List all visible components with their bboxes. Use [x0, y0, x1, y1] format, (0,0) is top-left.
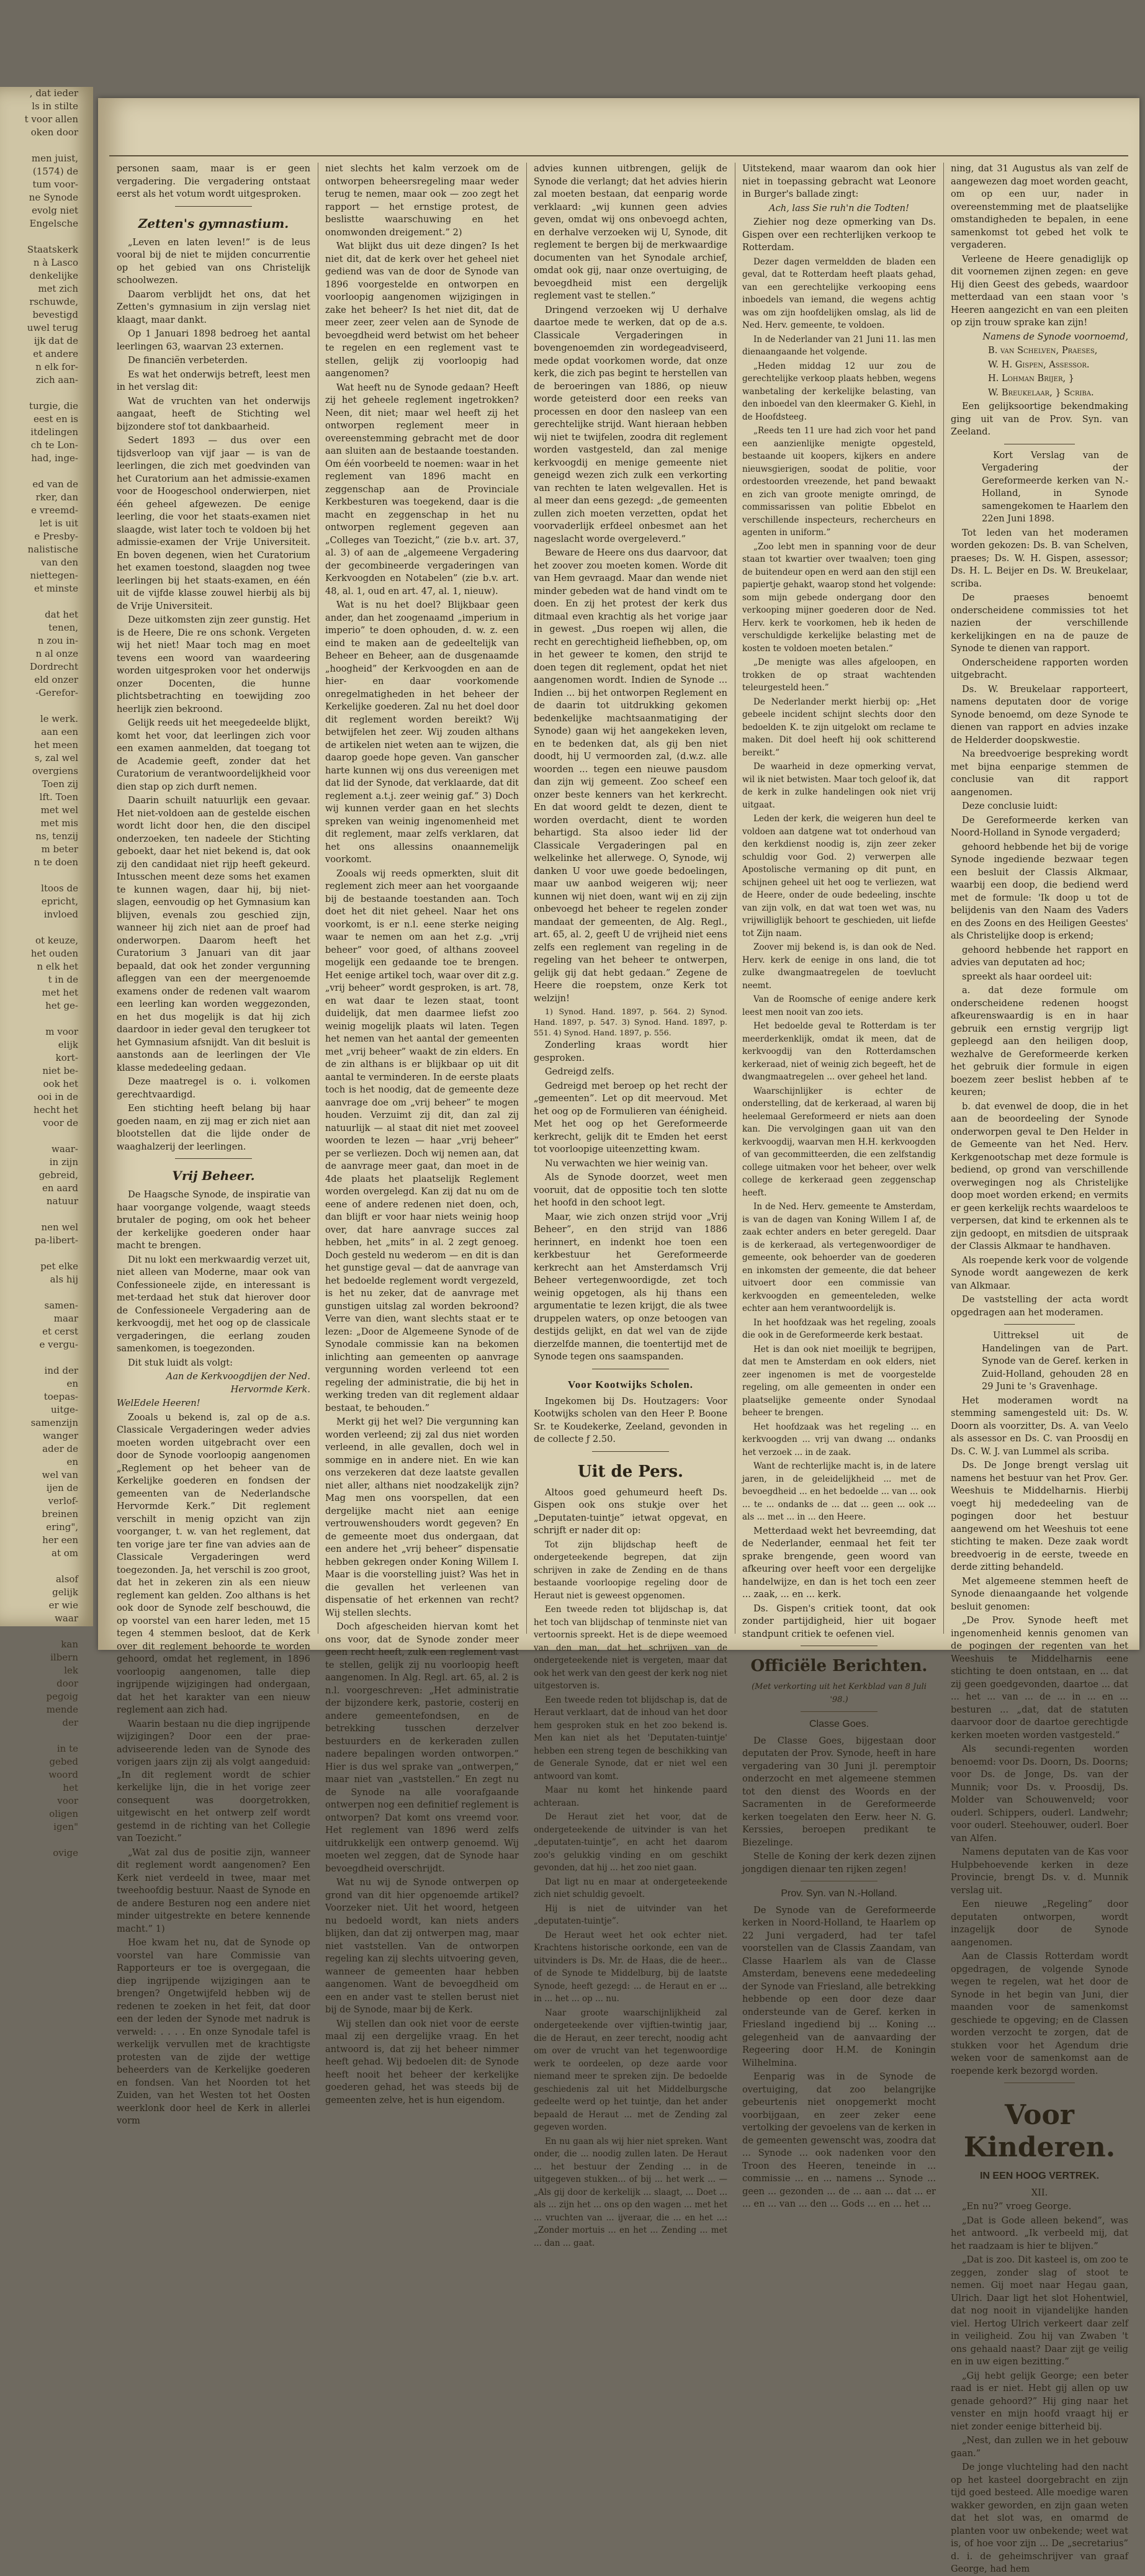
col5-paragraph: Een gelijksoortige bekendmaking ging uit van de Prov. Syn. van Zeeland.	[951, 401, 1128, 437]
col5-paragraph: „En nu?” vroeg George.	[962, 2201, 1072, 2212]
adjacent-page-line: maar	[53, 1313, 78, 1324]
adjacent-page-line: kort-	[55, 1052, 78, 1063]
adjacent-page-line	[0, 1560, 93, 1573]
heading-voor-kinderen: Voor Kinderen.	[963, 2099, 1116, 2163]
col3-paragraph: Nu verwachten we hier weinig van.	[545, 1158, 708, 1169]
adjacent-page-line: (1574) de	[32, 166, 78, 177]
col1-paragraph: Hoe kwam het nu, dat de Synode op voorstel van hare Commissie van Rapporteurs er toe is overgegaan, die diep ingrijpende wijzigingen aan te brengen? Ongetwijfeld hebben wij de redenen te zoeken in het feit, dat door een der leden der Synode met nadruk is verweld: . . . . En onze Synodale tafel is werkelijk vervullen met de krachtigste protesten van de zijde der wettige beheerders van de Kerkelijke goederen en fondsen. Van het Noorden tot het Zuiden, van het Westen tot het Oosten weerklonk door heel de Kerk in allerlei vorm	[117, 1937, 310, 2126]
divider	[1004, 1324, 1075, 1325]
adjacent-page-line: overgiens	[32, 765, 78, 777]
col4-quote: „Reeds ten 11 ure had zich voor het pand een aanzienlijke menigte opgesteld, bestaande uit koopers, kijkers en andere nieuwsgierigen, soodat de politie, voor ordestoorden vreezende, het pand bewaakt en zich van groote menigte omringd, de commissarissen van politie Ebbelot en verschillende inspecteurs, rechercheurs en agenten in uniform.”	[742, 426, 936, 538]
adjacent-page-line	[0, 465, 93, 478]
adjacent-page-line: itdelingen	[30, 426, 78, 438]
adjacent-page-line: verlof-	[48, 1495, 78, 1506]
adjacent-page-line: met zich	[38, 283, 78, 294]
heading-prov-syn-noord-holland: Prov. Syn. van N.-Holland.	[781, 1888, 897, 1899]
adjacent-page-line	[0, 1208, 93, 1221]
column-3	[534, 163, 727, 2248]
col1-paragraph: Daarin schuilt natuurlijk een gevaar. Het niet-voldoen aan de gestelde eischen wordt licht door hen, die den discipel onderzoeken, ten nadeele der Stichting geboekt, daar het niet bekend is, dat ook zij den candidaat niet rijp heeft gekeurd. Intusschen meent deze soms het examen te kunnen wagen, daar hij, bij niet-slagen, eenvoudig op het Gymnasium kan blijven, evenals zou geschied zijn, wanneer hij zich niet aan de proef had onderworpen. Daarom heeft het Curatorium 3 Januari van dit jaar bepaald, dat ook het zonder vergunning afleggen van een der meergenoemde examens onder de redenen valt waarom een leerling kan worden weggezonden, en het dus mogelijk is dat hij zich daardoor in ieder geval den terugkeer tot het Gymnasium afsnijdt. Van dit besluit is aanstonds aan de leerlingen der Vle klasse mededeeling gedaan.	[117, 795, 310, 1073]
adjacent-page-line: m voor	[45, 1026, 78, 1037]
adjacent-page-line: et andere	[33, 348, 78, 359]
col4-paragraph: Stelle de Koning der kerk dezen zijnen jongdigen dienaar ten rijken zegen!	[742, 1851, 936, 1875]
col1-paragraph: Een stichting heeft belang bij haar goeden naam, en zij mag er zich niet aan blootstellen dat die lijde onder de waaghalzerij der leerlingen.	[117, 1103, 310, 1152]
adjacent-page-line: -Gerefor-	[35, 687, 78, 698]
col4-paragraph: Eenparig was in de Synode de overtuiging, dat zoo belangrijke gebeurtenis niet onopgemerkt mocht voorbijgaan, en zeer zeker eene vertolking der gevoelens van de kerken in de gemeenten gewenscht was, zoodra dat ... Synode ... ook nadenken voor den Troon des Heeren, teneinde in ... commissie ... en ... namens ... Synode ... geen ... gezonden ... de ... aan ... dat ... er ... en ... van ... den ... Gods ... en ... het ...	[742, 2071, 936, 2209]
adjacent-page-line: tenen,	[48, 622, 78, 633]
adjacent-page-line: ijk dat de	[34, 335, 78, 346]
adjacent-page-line: e vergu-	[39, 1339, 78, 1350]
adjacent-page-line: , dat ieder	[29, 88, 78, 99]
adjacent-page-line: s, zal wel	[34, 752, 78, 763]
col4-quote: Dezer dagen vermeldden de bladen een geval, dat te Rotterdam heeft plaats gehad, van een gerechtelijke verkooping eens inboedels van iemand, die wegens achtig was om zijn hoofdelijken omslag, als lid de Ned. Herv. gemeente, te voldoen.	[742, 256, 936, 330]
col4-paragraph: De Synode van de Gereformeerde kerken in Noord-Holland, te Haarlem op 22 Juni vergaderd, had ter tafel voorstellen van de Classis Zaandam, van Classe Haarlem als van de Classe Amsterdam, benevens eene mededeeling der Synode van Friesland, alle betrekking hebbende op een door deze daar ondersteunde van de Geref. kerken in Friesland ingediend bij ... Koning ... gelegenheid van de aanvaarding der Regeering door H.M. de Koningin Wilhelmina.	[742, 1904, 936, 2068]
adjacent-page-line: uwel terug	[27, 322, 78, 333]
adjacent-page-line: lek	[64, 1665, 78, 1676]
divider	[175, 1158, 253, 1159]
adjacent-page-line: ind der	[44, 1365, 78, 1376]
col5-paragraph: De jonge vluchteling had den nacht op het kasteel doorgebracht en zijn tijd goed besteed. Alle moedige waren wakker geworden, en zijn gaan weten dat het slot was, en omarmd de planten voor uw onbekende; weet wat is, of hoe voor zijn ... De „secretarius” d. i. de geheimschrijver van graaf George, had hem	[951, 2462, 1128, 2574]
col1-paragraph: Dit nu lokt een merkwaardig verzet uit, niet alleen van Moderne, maar ook van Confessioneele zijde, en interessant is met-terdaad het stuk dat hierover door de Confessioneele Vergadering aan de kerkvoogdij, met het oog op de classicale vergaderingen, die eerlang zouden samenkomen, is toegezonden.	[117, 1254, 310, 1354]
adjacent-page-line: wel van	[42, 1469, 78, 1480]
adjacent-page-line: van den	[41, 557, 78, 568]
col4-paragraph: Ds. Gispen's critiek toont, dat ook zonder partijdigheid, hier uit bogaer standpunt critiek te oefenen viel.	[742, 1603, 936, 1639]
col3-quote: De Heraut weet het ook echter niet. Krachtens historische oorkonde, een van de uitvinders is Ds. Mr. de Haas, die de heer... of de Synode te Middelburg, bij de laatste Synode, heeft gezegd: ... de Heraut en er ... in ... het ... op ... nu.	[534, 1930, 727, 2004]
heading-vrij-beheer: Vrij Beheer.	[172, 1168, 255, 1183]
heading-zetten: Zetten's gymnastium.	[138, 215, 289, 231]
adjacent-page-line	[0, 139, 93, 152]
col2-paragraph: Merkt gij het wel? Die vergunning kan worden verleend; zij zal dus niet worden verleend, in alle gevallen, doch wel in sommige en in andere niet. En wie kan ons verzekeren dat deze laatste gevallen niet aller, althans niet noodzakelijk zijn? Mag men ons voorspellen, dat een dergelijke macht niet aan eenige vertrouwenshouders wordt gegeven? En de gemeente moet dus ondergaan, dat een andere het „vrij beheer” dispensatie hebben gekregen onder Koning Willem I. Maar is die voorstelling juist? Was het in die gevallen het verleenen van dispensatie of het erkennen van recht? Wij stellen slechts.	[325, 1416, 519, 1618]
column-1	[117, 163, 310, 2126]
col1-paragraph: Daarom verblijdt het ons, dat het Zetten's gymnasium in zijn verslag niet klaagt, maar dankt.	[117, 289, 310, 325]
adjacent-page-line: wanger	[42, 1430, 78, 1441]
adjacent-page-line: Engelsche	[29, 218, 78, 229]
col4-quote: In de Nederlander van 21 Juni 11. las men dienaangaande het volgende.	[742, 334, 936, 357]
adjacent-page-line: aan een	[41, 726, 78, 737]
adjacent-page-line: lft. Toen	[39, 791, 78, 803]
col4-quote: Zoover mij bekend is, is dan ook de Ned. Herv. kerk de eenige in ons land, die tot zulke dwangmaatregelen de toevlucht neemt.	[742, 942, 936, 991]
heading-kootwijk: Voor Kootwijks Scholen.	[568, 1378, 693, 1390]
col5-paragraph: Ds. De Jonge brengt verslag uit namens het bestuur van het Prov. Ger. Weeshuis te Middelharnis. Hierbij voegt hij mededeeling van de pogingen door het bestuur aangewend om het Weeshuis tot eene stichting te maken. Deze zaak wordt breedvoerig in de eerste, tweede en derde zitting behandeld.	[951, 1460, 1128, 1572]
adjacent-page-line	[0, 1729, 93, 1742]
col4-paragraph: De Classe Goes, bijgestaan door deputaten der Prov. Synode, heeft in hare vergadering van 30 Juni jl. peremptoir onderzocht en met algemeene stemmen tot den dienst des Woords en der Sacramenten in de Gereformeerde kerken toegelaten den Eerw. heer N. G. Kerssies, beroepen predikant te Biezelinge.	[742, 1735, 936, 1848]
adjacent-page-line: dat het	[45, 609, 78, 620]
col2-paragraph: niet slechts het kalm verzoek om de ontworpen beheersregeling maar weder terug te nemen, maar ook — zoo zegt het rapport — het ernstige protest, de beslistte waarschuwing en het onomwonden dreigement.” 2)	[325, 163, 519, 238]
col4-quote: De waarheid in deze opmerking vervat, wil ik niet betwisten. Maar toch geloof ik, dat de kerk in zulke handelingen ook niet vrij uitgaat.	[742, 762, 936, 810]
adjacent-page-line: epricht,	[41, 896, 78, 907]
adjacent-page-line: n te doen	[34, 857, 78, 868]
col2-paragraph: Wat blijkt dus uit deze dingen? Is het niet dit, dat de kerk over het geheel niet gediend was van de door de Synode van 1896 voorgestelde en ontworpen en voorloopig aangenomen wijzigingen in zake het beheer? Is het niet dit, dat de meer zeer, zeer velen aan de Synode de bevoegdheid werd betwist om het beheer te regelen en een reglement vast te stellen, gelijk zij voorloopig had aangenomen?	[325, 241, 519, 379]
adjacent-page-line: ooi in de	[37, 1091, 78, 1102]
adjacent-page-line: had, inge-	[31, 453, 78, 464]
adjacent-page-line: woord	[48, 1769, 78, 1780]
col2-paragraph: Wat is nu het doel? Blijkbaar geen ander, dan het zoogenaamd „imperium in imperio” te doen ophouden, d. w. z. een eind te maken aan de gedeeltelijk van Beheer en Beheer, aan de dusgenaamde „hoogheid” der Kerkvoogden en aan de hier- en daar voorkomende onregelmatigheden in het beheer der Kerkelijke goederen. Zal nu het doel door dit reglement worden bereikt? Wij betwijfelen het zeer. Wij zouden althans de artikelen niet weten aan te wijzen, die daarop goede hope geven. Van ganscher harte kunnen wij ons dus vereenigen met dat lid der Synode, dat verklaarde, dat dit reglement a.t.j. zeer weinig gaf.” 3) Doch wij kunnen verder gaan en het slechts spreken van weinig ingenomenheid met dit reglement, maar zelfs verklaren, dat het ons allessins onaannemelijk voorkomt.	[325, 600, 519, 865]
adjacent-page-line	[0, 700, 93, 713]
col4-quote: Want de rechterlijke macht is, in de latere jaren, in de geleidelijkheid ... met de bevoegdheid ... en het bedoelde ... van ... ook ... te ... ondanks de ... dat ... geen ... ook ... als ... met ... in ... den Heere.	[742, 1461, 936, 1522]
col4-quote: Het bedoelde geval te Rotterdam is ter meerderkenklijk, omdat ik meen, dat de kerkvoogdij van den Rotterdamschen kerkeraad, niet of weinig zich begeeft, het de dwangmaatregelen ... over geheel het land.	[742, 1021, 936, 1082]
col3-paragraph: Beware de Heere ons dus daarvoor, dat het zoover zou moeten komen. Worde dit van Hem gevraagd. Maar dan wende niet minder gebeden wat de hand vindt om te doen. En zij het protest der kerk dus ditmaal even krachtig als het vorige jaar in gewest. „Dus roepen wij allen, die recht en gerechtigheid liefhebben, op, om in het geweer te komen, den strijd te doen tegen dit reglement, opdat het niet aangenomen wordt. Indien de Synode ... Indien ... bij het ontworpen Reglement en de daarin tot uitdrukking gekomen bedenkelijke machtsaanmatiging der Synode) gaan wij het aangekeken leven, en te bedenken dat, als gij ben niet doodt, hij U vermoorden zal, (d.w.z. alle woorden ... tegen een nieuwe pausdom dan zijn wij gemeent. Zoo scheef een onzer beste kenners van het kerkrecht. En dat woord geldt te dezen, dient te worden overdacht, dient te worden behartigd. Sta alsoo ieder lid der Classicale Vergaderingen pal en welkelinke het allerwege. O, Synode, wij danken U voor uwe goede bedoelingen, maar uw aanbod weigeren wij; neer kunnen wij niet doen, want wij en zij zijn onbevoegd het beheer te regelen zonder mandaat der gemeenten, de Alg. Regl., art. 65, al. 2, geeft U de vrijheid niet eens zelfs een reglement van regeling in de regeling van het beheer te ontwerpen, gelijk gij dat hebt gedaan.” Zegene de Heere die roepstem, onze Kerk tot welzijn!	[534, 547, 727, 1004]
adjacent-page-line: rschuwde,	[29, 296, 78, 307]
heading-in-een-hoog-vertrek: IN EEN HOOG VERTREK.	[979, 2171, 1100, 2181]
newspaper-page	[98, 98, 1139, 2574]
adjacent-page-line	[0, 1130, 93, 1143]
col4-source-note: (Met verkorting uit het Kerkblad van 8 Juli '98.)	[752, 1682, 927, 1705]
col4-quote: De Nederlander merkt hierbij op: „Het gebeele incident schijnt slechts door den bedoelden K. te zijn uitgelokt om reclame te maken. Dit doel heeft hij ook schitterend bereikt.”	[742, 696, 936, 758]
col4-quote-line: Ach, lass Sie ruh'n die Todten!	[769, 202, 909, 214]
col1-paragraph: Es wat het onderwijs betreft, leest men in het verslag dit:	[117, 369, 310, 392]
col5-paragraph: Met algemeene stemmen heeft de Synode dienaangaande het volgende besluit genomen:	[951, 1575, 1128, 1612]
col5-paragraph: Een nieuwe „Regeling” door deputaten ontworpen, wordt inzagelijk door de Synode aangenomen.	[951, 1899, 1128, 1948]
adjacent-page-line: ns, tenzij	[35, 831, 78, 842]
col5-paragraph: Aan de Classis Rotterdam wordt opgedragen, de volgende Synode wegen te regelen, wat het door de Synode in het begin van Juni, dier maanden voor de samenkomst geschiede te opgeving; en de Classen worden verzocht te zorgen, dat de stukken voor het Agendum drie weken voor de samenkomst aan de roepende kerk bezorgd worden.	[951, 1951, 1128, 2076]
adjacent-page-line: en	[66, 1456, 78, 1467]
col1-paragraph: Dit stuk luidt als volgt:	[128, 1357, 233, 1368]
col5-paragraph: Het moderamen wordt na stemming samengesteld uit: Ds. W. Doorn als voorzitter, Ds. A. van Veelo als assessor en Ds. C. van Proosdij en Ds. C. W. J. van Lummel als scriba.	[951, 1395, 1128, 1457]
col3-paragraph: Als de Synode doorzet, weet men vooruit, dat de oppositie toch ten slotte het hoofd in den schoot legt.	[534, 1172, 727, 1208]
col5-signature: B. van Schelven, Praeses,	[988, 345, 1098, 356]
col5-paragraph: „Nest, dan zullen we in het gebouw gaan.”	[951, 2435, 1128, 2459]
adjacent-page-line: ook het	[43, 1078, 78, 1089]
col4-quote: „Heden middag 12 uur zou de gerechtelijke verkoop plaats hebben, wegens wanbetaling der kerkelijke belasting, van den inboedel van den kleermaker G. Kiehl, in de Hoofdsteeg.	[742, 361, 936, 422]
adjacent-page-line: met mis	[40, 817, 78, 829]
col1-paragraph: Sedert 1893 — dus over een tijdsverloop van vijf jaar — is van de leerlingen, die zich met goedvinden van het Curatorium aan het admissie-examen voor de Hoogeschool onderwierpen, niet één geheel afgewezen. De eenige leerling, die voor het staats-examen niet slaagde, wist later toch te voldoen bij het admissie-examen der Vrije Universiteit. En boven degenen, wien het Curatorium het examen toestond, slaagden nog twee leerlingen bij het staats-examen, en één uit de vijfde klasse zouwel hierbij als bij de Vrije Universiteit.	[117, 435, 310, 611]
col2-paragraph: Zooals wij reeds opmerkten, sluit dit reglement zich meer aan het voorgaande bij de bestaande toestanden aan. Toch doet het dit niet geheel. Naar het ons voorkomt, is er n.l. eene sterke neiging waar te nemen om aan het z.g. „vrij beheer” voor goed, of althans zooveel mogelijk een gedaande toe te brengen. Het eenige artikel toch, waar over dit z.g. „vrij beheer” wordt gesproken, is art. 78, en wat daar te lezen staat, toont duidelijk, dat men daarmee liefst zoo weinig mogelijk plaats wil laten. Tegen het nemen van het aantal der gemeenten met „vrij beheer” waakt de zin elders. En de zin althans is er blijkbaar op uit dit aantal te verminderen. In de eerste plaats toch is het noodig, dat de gemeente deze aanvrage doe om „vrij beheer” te mogen houden. Verzuimt zij dit, dan zal zij natuurlijk — al staat dit niet met zooveel woorden te lezen — haar „vrij beheer” per se verliezen. Doch wij nemen aan, dat de aanvrage meer gaat, dan moet in de 4de plaats het plaatselijk Reglement worden overgelegd. Kan zij dat nu om de eene of andere redenen niet doen, och, dan blijft er voor haar niets weinig hoop over, dat hare aanvrage succes zal hebben, het „mits” in al. 2 zegt genoeg. Doch gesteld nu wederom — en dit is dan het gunstige geval — dat de aanvrage van het bedoelde reglement wordt vergezeld, is het nu zeker, dat de aanvrage met gunstigen uitslag zal worden bekroond? Verre van dien, want slechts staat er te lezen: „Door de Algemeene Synode of de Synodale commissie kan na bekomen inlichting aan gemeenten op aanvrage vergunning worden verleend tot een regeling der administratie, die bij het in werking treden van dit reglement aldaar bestaat, te behouden.”	[325, 868, 519, 1413]
adjacent-page-line: n à Lasco	[33, 257, 78, 268]
adjacent-page-line: n zou in-	[37, 635, 78, 646]
adjacent-page-line	[0, 595, 93, 608]
adjacent-page-line: samenzijn	[30, 1417, 78, 1428]
adjacent-page-line: Staatskerk	[27, 244, 78, 255]
col5-paragraph: „Gij hebt gelijk George; een beter raad is er niet. Hebt gij allen op uw genade gehoord?” Hij ging naar het venster en mijn hoofd vraagt hij er niet zonder eenige bitterheid bij.	[951, 2370, 1128, 2432]
col3-quote: Hij is niet de uitvinder van het „deputaten-tuintje”.	[534, 1903, 727, 1926]
col5-paragraph: b. dat evenwel de doop, die in het aan de beoordeeling der Synode onderworpen geval te Den Helder in de Gemeente van het Ned. Herv. Kerkgenootschap met deze formule is bediend, op grond van verschillende overwegingen nog als Christelijke doop moet worden erkend; en vermits er geen kerkelijk rechts waardeloos te verpersen, dat kind te erkennen als te zijn gedoopt, en mitsdien de uitspraak der Classis Alkmaar te handhaven.	[951, 1101, 1128, 1251]
col5-paragraph: a. dat deze formule om onderscheidene redenen hoogst afkeurenswaardig is en in haar gebruik een ernstig vergrijp ligt gepleegd aan den heiligen doop, wezhalve de Gereformeerde kerken het gebruik dier formule in eigen boezem zeer beslist hebben af te keuren;	[951, 985, 1128, 1097]
adjacent-page-strip	[0, 87, 93, 1858]
adjacent-page-line: ovige	[53, 1847, 78, 1858]
col3-paragraph: Altoos goed gehumeurd heeft Ds. Gispen ook ons stukje over het „Deputaten-tuintje” ietwat opgevat, en schrijft er nader dit op:	[534, 1487, 727, 1536]
adjacent-page-line: Dordrecht	[30, 661, 78, 672]
col2-paragraph: Wij stellen dan ook niet voor de eerste maal zij een dergelijke vraag. En het antwoord is, dat zij het beheer nimmer heeft gehad. Wij bedoelen dit: de Synode heeft nooit het beheer der kerkelijke goederen gehad, het was steeds bij de gemeenten zelve, het is hun eigendom.	[325, 2018, 519, 2105]
col1-salutation: WelEdele Heeren!	[117, 1398, 200, 1408]
adjacent-page-line: niet be-	[42, 1065, 78, 1076]
adjacent-page-line	[0, 1286, 93, 1299]
col5-paragraph: gehoord hebbende het rapport en advies van deputaten ad hoc;	[951, 944, 1128, 968]
col5-signature-intro: Namens de Synode voornoemd,	[982, 331, 1128, 342]
adjacent-page-line: breinen	[42, 1508, 78, 1520]
col1-paragraph: personen saam, maar is er geen vergadering. Die vergadering ontstaat eerst als het votum wordt uitgesproken.	[117, 163, 310, 199]
col4-quote: Van de Roomsche of eenige andere kerk leest men nooit van zoo iets.	[742, 994, 936, 1017]
adjacent-page-line: waar	[55, 1613, 78, 1624]
col4-paragraph: Ziehier nog deze opmerking van Ds. Gispen over een rechterlijken verkoop te Rotterdam.	[742, 217, 936, 253]
adjacent-page-line: nen wel	[41, 1222, 78, 1233]
heading-classe-goes: Classe Goes.	[809, 1719, 869, 1729]
col4-paragraph: Uitstekend, maar waarom dan ook hier niet in toepassing gebracht wat Leonore in Burger's ballade zingt:	[742, 163, 936, 199]
adjacent-page-line: turgie, die	[29, 400, 78, 412]
adjacent-page-line: ot keuze,	[35, 935, 78, 946]
divider	[175, 206, 253, 207]
adjacent-page-line: voor de	[43, 1117, 78, 1128]
adjacent-page-line: ed van de	[32, 479, 78, 490]
col4-quote: In het hoofdzaak was het regeling, zooals die ook in de Gereformeerde kerk bestaat.	[742, 1317, 936, 1340]
adjacent-page-line: pegoig	[46, 1691, 78, 1702]
col5-report-title: Uittreksel uit de Handelingen van de Part. Synode van de Geref. kerken in Zuid-Holland, gehouden 28 en 29 Juni te 's Gravenhage.	[982, 1330, 1128, 1392]
adjacent-page-line: hecht het	[34, 1104, 78, 1115]
col3-quote: Tot zijn blijdschap heeft de ondergeteekende begrepen, dat zijn schrijven in zake de Zending en de thans bestaande voorloopige regeling door de Heraut niet is geweest opgenomen.	[534, 1539, 727, 1601]
col5-paragraph: „Dat is Gode alleen bekend”, was het antwoord. „Ik verbeeld mij, dat het raadzaam is hier te blijven.”	[951, 2215, 1128, 2251]
col5-paragraph: gehoord hebbende het bij de vorige Synode ingediende bezwaar tegen een besluit der Classis Alkmaar, waarbij een doop, die bediend werd met de formule: 'Ik doop u tot de belijdenis van den Naam des Vaders en des Zoons en des Heiligen Geestes' als Christelijke doop is erkend;	[951, 841, 1128, 941]
adjacent-page-line: t in de	[48, 974, 78, 985]
col3-paragraph: Dringend verzoeken wij U derhalve daartoe mede te werken, dat op de a.s. Classicale Vergaderingen in bovengenoemden zin wordegeadviseerd, mede opdat voorkomen worde, dat onze kerk, die zich pas begint te herstellen van de beroeringen van 1886, op nieuw worde geteisterd door een reeks van processen en door den nasleep van een gerechtelijke strijd. Want hieraan hebben wij niet te twijfelen, zoodra dit reglement worden vastgesteld, dan zal menige kerkvoogdij en menige gemeente niet geneigd wezen zich zulk een verkorting van rechten te laten welgevallen. Het is al meer dan eens gezegd: „de gemeenten zullen zich moeten verzetten, opdat het voorvaderlijk erfdeel onbesmet aan het nageslacht worde overgeleverd.”	[534, 304, 727, 544]
adjacent-page-line: door	[56, 1678, 78, 1689]
adjacent-page-line	[0, 869, 93, 882]
adjacent-page-line: ne Synode	[29, 192, 78, 203]
adjacent-page-line: niettegen-	[30, 570, 78, 581]
col4-quote: Leden der kerk, die weigeren hun deel te voldoen aan datgene wat tot onderhoud van den kerkdienst noodig is, zijn zeer zeker schuldig voor God. 2) verwerpen alle Apostolische vermaning op dit punt, en schijnen geheel uit het oog te verliezen, wat de Heere, onder de oude bedeeling, inschte van zijn volk, en dat wat toen wet was, nu vrijwilliglijk behoort te geschieden, uit liefde tot Zijn naam.	[742, 814, 936, 939]
adjacent-page-line: bevestigd	[32, 309, 78, 320]
col3-paragraph: Ingekomen bij Ds. Houtzagers: Voor Kootwijks scholen van den Heer P. Boone Sr. te Koudekerke, Zeeland, gevonden in de collecte ƒ 2.50.	[534, 1395, 727, 1444]
adjacent-page-line: oligen	[49, 1808, 78, 1819]
adjacent-page-line: alsof	[55, 1574, 78, 1585]
col4-quote: Het is dan ook niet moeilijk te begrijpen, dat men te Amsterdam en ook elders, niet zeer ingenomen is met de voorgestelde regeling, om alle gemeenten in onder een plaatselijke gemeente onder Synodaal beheer te brengen.	[742, 1344, 936, 1418]
adjacent-page-line: t voor allen	[24, 114, 78, 125]
adjacent-page-line: der	[62, 1717, 78, 1728]
adjacent-page-line: n elk for-	[35, 361, 78, 372]
adjacent-page-line: met wel	[40, 804, 78, 816]
col5-signature: H. Lohman Brijer, }	[988, 373, 1075, 384]
col4-quote: „Zoo lebt men in spanning voor de deur staan tot kwartier over twaalven; toen ging de buitendeur open en werd aan den stijl een papiertje gehakt, waarop stond het volgende: som mijn gebede ondergang door den verkooping mijner goederen door de Ned. Herv. kerk te voorkomen, heb ik heden de verschuldigde kerkelijke belasting met de kosten te voldoen moeten betalen.”	[742, 541, 936, 654]
col3-paragraph: Maar, wie zich onzen strijd voor „Vrij Beheer”, en den strijd van 1886 herinnert, en indenkt hoe toen een kerkbestuur het Gereformeerde kerkrecht aan het Amsterdamsch Vrij Beheer vertegenwoordigde, zet toch weinig opgetogen, als hij thans een argumentatie te lezen krijgt, die als twee druppelen waters, op onze betoogen van destijds gelijkt, en dat wel van de zijde dierzelfde mannen, die toentertijd met de Synode tegen ons saamspanden.	[534, 1211, 727, 1362]
adjacent-page-line: Toen zij	[42, 778, 78, 790]
adjacent-page-line: waar-	[52, 1143, 78, 1155]
adjacent-page-line: et minste	[34, 583, 78, 594]
col4-quote: „De menigte was alles afgeloopen, en trokken de op straat wachtenden teleurgesteld heen.”	[742, 657, 936, 693]
adjacent-page-line: ltoos de	[41, 883, 78, 894]
col3-quote: Een tweede reden tot blijdschap is, dat het toch van blijdschap of tenminste niet van vertoornis spreekt. Het is de diepe weemoed van den man, dat het schrijven van de ondergeteekende niet is vergeten, maar dat ook het werk van den geest der kerk nog niet uitgestorven is.	[534, 1605, 727, 1691]
col1-paragraph: De Haagsche Synode, de inspiratie van haar voorgange volgende, waagt steeds brutaler de poging, om ook het beheer der kerkelijke goederen onder haar macht te brengen.	[117, 1189, 310, 1251]
adjacent-page-line: e vreemd-	[31, 505, 78, 516]
adjacent-page-line: men juist,	[31, 153, 78, 164]
adjacent-page-line: rker, dan	[35, 492, 78, 503]
adjacent-page-line: her een	[42, 1534, 78, 1546]
col5-paragraph: spreekt als haar oordeel uit:	[962, 971, 1092, 982]
adjacent-page-line: er wie	[48, 1600, 78, 1611]
adjacent-page-line: voor	[57, 1795, 78, 1806]
adjacent-page-line	[0, 387, 93, 400]
col1-paragraph: Wat de vruchten van het onderwijs aangaat, heeft de Stichting wel bijzondere stof tot dankbaarheid.	[117, 395, 310, 432]
column-2	[325, 163, 519, 2105]
adjacent-page-line: et cerst	[42, 1326, 78, 1337]
adjacent-page-line: evolg niet	[32, 205, 78, 216]
col5-paragraph: Na breedvoerige bespreking wordt met bijna eenparige stemmen de conclusie van dit rapport aangenomen.	[951, 749, 1128, 798]
adjacent-page-line: oken door	[30, 127, 78, 138]
column-5	[951, 163, 1128, 2574]
col5-paragraph: De Gereformeerde kerken van Noord-Holland in Synode vergaderd;	[951, 814, 1128, 838]
col4-paragraph: Metterdaad wekt het bevreemding, dat de Nederlander, eenmaal het feit ter sprake brengende, geen woord van afkeuring over heeft voor een dergelijke handelwijze, en dan is het toch een zeer ... zaak, ... en ... kerk.	[742, 1525, 936, 1600]
adjacent-page-line: samen-	[44, 1300, 78, 1311]
heading-uit-de-pers: Uit de Pers.	[577, 1462, 684, 1481]
adjacent-page-line: het ouden	[30, 948, 78, 959]
col4-quote: Waarschijnlijker is echter de onderstelling, dat de kerkeraad, al waren bij heelemaal Gereformeerd er niets aan doen kan. Die vervolgingen gaan uit van den kerkvoogdij, waarvan men H.H. kerkvoogden of van gecommitteerden, die een zelfstandig college uitmaken voor het beheer, over welk college de kerkeraad geen zeggenschap heeft.	[742, 1086, 936, 1198]
adjacent-page-line: met het	[42, 987, 78, 998]
col3-paragraph: Gedreigd met beroep op het recht der „gemeenten”. Let op dit meervoud. Met het oog op de Formulieren van éénigheid. Met het oog op het Gereformeerde kerkrecht, gelijk dit te Emden het eerst tot voorloopige uiteenzetting kwam.	[534, 1080, 727, 1155]
col2-paragraph: Doch afgescheiden hiervan komt het ons voor, dat de Synode zonder meer geen recht heeft, zulk een reglement vast te stellen, gelijk zij nu voorloopig heeft aangenomen. In Alg. Regl. art. 65, al. 2 is n.l. voorgeschreven: „Het administratie der bijzondere kerk, pastorie, costerij en andere gemeentefondsen, en de betrekking tusschen derzelver bestuurders en de kerkeraden zullen nadere bepalingen worden ontworpen.” Hier is dus wel sprake van „ontwerpen,” maar niet van „vaststellen.” En zegt nu de Synode na alle voorafgaande ontwerpen nog een definitief reglement is ontworpen? Dat komt ons vreemd voor. Het reglement van 1896 werd zelfs uitdrukkelijk een ontwerp genoemd. Wij moeten wel zeggen, dat de Synode haar bevoegdheid overschrijdt.	[325, 1621, 519, 1874]
col5-signature: W. Breukelaar, } Scriba.	[988, 387, 1094, 398]
column-4	[742, 163, 936, 2209]
adjacent-page-line	[0, 1834, 93, 1847]
col3-quote: Een tweede reden tot blijdschap is, dat de Heraut verklaart, dat de inhoud van het door hem gesproken stuk en het zoo bekend is. Men kan niet als het 'Deputaten-tuintje' hebben een streng tegen de beschikking van de Generale Synode, dat er niet wel een antwoord van komt.	[534, 1695, 727, 1781]
col5-paragraph: Deze conclusie luidt:	[962, 801, 1058, 811]
col3-quote: Maar nu komt het hinkende paard achteraan.	[534, 1785, 727, 1808]
adjacent-page-line: tum voor-	[32, 179, 78, 190]
col5-paragraph: Als roepende kerk voor de volgende Synode wordt aangewezen de kerk van Alkmaar.	[951, 1254, 1128, 1291]
col3-quote: Naar groote waarschijnlijkheid zal ondergeteekende over vijftien-twintig jaar, die de Heraut, en zeer terecht, noodig acht om over de vrucht van het tegenwoordige werk te oordeelen, op deze aarde voor niemand meer te spreken zijn. De bedoelde geschiedenis zal uit het Middelburgsche gedeelte werd op het tuintje, dan het ander bepaald de Heraut ... met de Zending zal gegeven worden.	[534, 2007, 727, 2132]
col1-paragraph: Gelijk reeds uit het meegedeelde blijkt, komt het voor, dat leerlingen zich voor een examen aanmelden, dat toegang tot de Academie geeft, zonder dat het Curatorium de verantwoordelijkheid voor dien stap op zich durft nemen.	[117, 718, 310, 792]
col5-paragraph: ning, dat 31 Augustus als van zelf de aangewezen dag moet worden geacht, om op een uur, nader in overeenstemming met de plaatselijke omstandigheden te bepalen, in eene samenkomst tot gebed het volk te vergaderen.	[951, 163, 1128, 250]
col5-paragraph: „De Prov. Synode heeft met ingenomenheid kennis genomen van de pogingen der regenten van het Weeshuis te Middelharnis eene stichting te doen ontstaan, en ... dat zij geen goedgevonden, daartoe ... dat ... het ... van ... de ... in ... en ... besturen ... „dat, dat de statuten daarvoor door de daartoe gerechtigde kerken moeten worden vastgesteld.”	[951, 1615, 1128, 1741]
adjacent-page-line: n elk het	[37, 961, 78, 972]
col5-paragraph: Ds. W. Breukelaar rapporteert, namens deputaten door de vorige Synode benoemd, om deze Synode te dienen van rapport en advies inzake de Helderder doopskwestie.	[951, 683, 1128, 745]
col1-paragraph: De financiën verbeterden.	[128, 355, 248, 366]
col5-paragraph: Tot leden van het moderamen worden gekozen: Ds. B. van Schelven, praeses; Ds. W. H. Gispen, assessor; Ds. H. L. Beijer en Ds. W. Breukelaar, scriba.	[951, 527, 1128, 589]
adjacent-page-line: het meen	[34, 739, 78, 750]
adjacent-page-line: ch te Lon-	[30, 439, 78, 451]
adjacent-page-line: ering",	[46, 1521, 78, 1533]
col1-paragraph: „Wat zal dus de positie zijn, wanneer dit reglement wordt aangenomen? Een Kerk niet verdeeld in twee, maar met tweehoofdig bestuur. Naast de Synode en de andere Besturen nog een andere niet minder uitgestrekte en betere kennende macht.” 1)	[117, 1847, 310, 1934]
adjacent-page-line: toepas-	[43, 1391, 78, 1402]
adjacent-page-line: zich aan-	[35, 374, 78, 385]
col1-paragraph: „Leven en laten leven!” is de leus vooral bij de niet te mijden concurrentie op het gebied van ons Christelijk schoolwezen.	[117, 236, 310, 286]
adjacent-page-line	[0, 1247, 93, 1260]
col3-paragraph: Gedreigd zelfs.	[545, 1066, 614, 1077]
adjacent-page-line: natuur	[46, 1196, 78, 1207]
adjacent-page-line: gelijk	[52, 1587, 78, 1598]
col1-paragraph: Op 1 Januari 1898 bedroeg het aantal leerlingen 63, waarvan 23 externen.	[117, 328, 310, 352]
col1-paragraph: Zooals u bekend is, zal op de a.s. Classicale Vergaderingen weder advies moeten worden uitgebracht over een door de Synode voorloopig aangenomen „Reglement op het beheer van de Kerkelijke goederen en fondsen der gemeenten van de Nederlandsche Hervormde Kerk.” Dit reglement verschilt in menig opzicht van zijn voorganger, t. w. van het reglement, dat ten vorige jare ter fine van advies aan de Classicale Vergaderingen werd toegezonden. Ja, het verschil is zoo groot, dat het in zekeren zin als een nieuw reglement kan gelden. Zoo althans is het ook door de Synode zelf beschouwd, die op voorstel van een harer leden, met 15 tegen 4 stemmen besloot, dat de Kerk over dit reglement behoorde te worden gehoord, omdat het reglement, in 1896 voorloopig aangenomen, talle diep ingrijpende wijzigingen had ondergaan, dat het het karakter van een nieuw reglement aan zich had.	[117, 1412, 310, 1715]
col5-paragraph: Als secundi-regenten worden benoemd: voor Ds. Doorn, Ds. Doorns; voor Ds. de Jonge, Ds. van der Munnik; voor Ds. v. Proosdij, Ds. Molder van Schouwenveld; voor ouderl. Schippers, ouderl. Landwehr; voor ouderl. Steehouwer, ouderl. Boer van Alfen.	[951, 1744, 1128, 1844]
adjacent-page-line: eest en is	[33, 413, 78, 425]
adjacent-page-line: het	[63, 1782, 78, 1793]
adjacent-page-line: pa-libert-	[35, 1235, 78, 1246]
adjacent-page-line: denkelijke	[29, 270, 78, 281]
col5-report-title: Kort Verslag van de Vergadering der Gereformeerde kerken van N.-Holland, in Synode samengekomen te Haarlem den 22en Juni 1898.	[982, 449, 1128, 524]
col4-quote: Het hoofdzaak was het regeling ... en kerkvoogden ... vrij van dwang ... ondanks het verzoek ... in de zaak.	[742, 1421, 936, 1457]
chapter-number: XII.	[1031, 2187, 1048, 2198]
divider	[592, 1451, 670, 1452]
adjacent-page-line: elijk	[58, 1039, 78, 1050]
col4-quote: In de Ned. Herv. gemeente te Amsterdam, is van de dagen van Koning Willem I af, de zaak echter anders en beter geregeld. Daar is de kerkeraad, als vertegenwoordiger de gemeente, ook behoerder van de goederen en inkomsten der gemeente, die dat beheer uitvoert door een commissie van kerkvoogden en gemeenteleden, welke echter aan hem verantwoordelijk is.	[742, 1202, 936, 1313]
adjacent-page-line: kan	[61, 1639, 78, 1650]
adjacent-page-line	[0, 921, 93, 934]
col5-paragraph: Verleene de Heere genadiglijk op dit voornemen zijnen zegen: en geve Hij dien Geest des gebeds, waardoor metterdaad van een staan voor 's Heeren aangezicht en van een pleiten op zijn trouw sprake kan zijn!	[951, 253, 1128, 328]
col3-quote: De Heraut ziet het voor, dat de ondergeteekende de uitvinder is van het „deputaten-tuintje”, en acht het daarom zoo's gelukkig vinding en om geschikt gevonden, dat hij ... het zoo niet gaan.	[534, 1812, 727, 1873]
col5-paragraph: De vaststelling der acta wordt opgedragen aan het moderamen.	[951, 1294, 1128, 1318]
col2-paragraph: Wat nu wij de Synode ontwerpen op grond van dit hier opgenoemde artikel? Voorzeker niet. Uit het woord, hetgeen nu bedoeld wordt, kan niets anders blijken, dan dat zij ontwerpen mag, maar niet vaststellen. Van de ontworpen regeling kan zij slechts uitvoering geven, wanneer de gemeenten haar hebben aangenomen. Want de bevoegdheid om een en ander vast te stellen berust niet bij de Synode, maar bij de Kerk.	[325, 1877, 519, 2015]
adjacent-page-text	[0, 87, 93, 1860]
adjacent-page-line: ijen de	[46, 1482, 78, 1493]
adjacent-page-line: gebreid,	[38, 1169, 78, 1181]
adjacent-page-line	[0, 1012, 93, 1025]
col5-paragraph: „Dat is zoo. Dit kasteel is, om zoo te zeggen, zonder slag of stoot te nemen. Gij moet naar Hegau gaan, Ulrich. Daar ligt het slot Hohentwiel, dat nog nooit in vijandelijke handen viel. Hertog Ulrich verkeert daar zelf in veiligheid. Zou hij van Zwaben 't ons gehaald naast? Daar zijt ge veilig en in uw eigen bezitting.”	[951, 2254, 1128, 2367]
adjacent-page-line: invloed	[43, 909, 78, 920]
adjacent-page-line: uitge-	[50, 1404, 78, 1415]
heading-officiele-berichten: Officiële Berichten.	[750, 1657, 928, 1675]
col5-paragraph: De praeses benoemt onderscheidene commissies tot het nazien der verschillende kerkelijkingen en na de pauze de Synode te dienen van rapport.	[951, 592, 1128, 654]
adjacent-page-line	[0, 1625, 93, 1638]
adjacent-page-line	[0, 230, 93, 243]
adjacent-page-line: igen"	[53, 1821, 78, 1832]
adjacent-page-line: le werk.	[40, 713, 78, 724]
col1-paragraph: Deze uitkomsten zijn zeer gunstig. Het is de Heere, Die re ons schonk. Vergeten wij het niet! Maar toch mag en moet tevens een woord van waardeering worden uitgesproken voor het onderwijs onzer Docenten, die hunne plichtsbetrachting en toewijding zoo heerlijk zien bekroond.	[117, 615, 310, 714]
adjacent-page-line: als hij	[50, 1274, 78, 1285]
adjacent-page-line: let is uit	[39, 518, 78, 529]
adjacent-page-line: ilbern	[50, 1652, 78, 1663]
adjacent-page-line: mende	[46, 1704, 78, 1715]
col2-paragraph: Wat heeft nu de Synode gedaan? Heeft zij het geheele reglement ingetrokken? Neen, dit niet; maar wel heeft zij het ontworpen reglement meer in overeenstemming gebracht met de door aan sluiten aan de bestaande toestanden. Om één voorbeeld te noemen: waar in het reglement van 1896 macht en zeggenschap aan de Provinciale Kerkbesturen was toegekend, daar is die macht en zeggenschap in het nu ontworpen reglement gegeven aan „Colleges van Toezicht,” (zie b.v. art. 37, al. 3) of aan de „algemeene Vergadering der gecombineerde vergaderingen van Kerkvoogden en Notabelen” (zie b.v. art. 48, al. 1, oud en art. 47, al. 1, nieuw).	[325, 382, 519, 597]
column-separator	[943, 163, 944, 1634]
adjacent-page-line: ls in stilte	[32, 101, 78, 112]
adjacent-page-line: ader de	[42, 1443, 78, 1454]
adjacent-page-line: het ge-	[45, 1000, 78, 1011]
col5-paragraph: Onderscheidene rapporten worden uitgebracht.	[951, 657, 1128, 680]
col1-address: Aan de Kerkvoogdijen der Ned. Hervormde Kerk.	[166, 1371, 310, 1395]
adjacent-page-line: e Presby-	[34, 531, 78, 542]
col3-paragraph: Zonderling kraas wordt hier gesproken.	[534, 1040, 727, 1063]
column-separator	[526, 163, 527, 1634]
adjacent-page-line: nalistische	[27, 544, 78, 555]
adjacent-page-line: n al onze	[35, 648, 78, 659]
adjacent-page-line: m beter	[41, 844, 78, 855]
col1-paragraph: Deze maatregel is o. i. volkomen gerechtvaardigd.	[117, 1076, 310, 1100]
col3-paragraph: advies kunnen uitbrengen, gelijk de Synode die verlangt; dat het advies hierin zal moeten bestaan, dat eenparig worde verklaard: „wij kunnen geen advies geven, omdat wij ons onbevoegd achten, en derhalve verzoeken wij U, Synode, dit reglement te bergen bij de merkwaardige documenten van het Synodale archief, omdat ook gij, naar onze overtuiging, de bevoegdheid mist een dergelijk reglement vast te stellen.”	[534, 163, 727, 301]
adjacent-page-line: in zijn	[49, 1156, 78, 1168]
col5-signature: W. H. Gispen, Assessor.	[988, 359, 1090, 370]
col3-footnotes: 1) Synod. Hand. 1897, p. 564. 2) Synod. Hand. 1897, p. 547. 3) Synod. Hand. 1897, p. 551. 4) Synod. Hand. 1897, p. 556.	[534, 1007, 727, 1037]
col1-paragraph: Waarin bestaan nu die diep ingrijpende wijzigingen? Door een der prae-adviseerende leden van de Synode des vorigen jaars zijn zij als volgt aangeduid: „In dit reglement wordt de schier kerkelijke lijn, die in het vorige zeer consequent was doorgetrokken, uitgewischt en het ontwerp zelf wordt gestemd in de richting van het Collegie van Toezicht.”	[117, 1718, 310, 1844]
adjacent-page-line: pet elke	[40, 1261, 78, 1272]
col5-paragraph: Namens deputaten van de Kas voor Hulpbehoevende kerken in deze Provincie, brengt Ds. v. d. Munnik verslag uit.	[951, 1847, 1128, 1896]
adjacent-page-line: eld onzer	[34, 674, 78, 685]
col3-quote: Dat ligt nu en maar at ondergeteekende zich niet schuldig gevoelt.	[534, 1876, 727, 1899]
divider	[801, 1711, 878, 1712]
adjacent-page-line: en aard	[42, 1182, 78, 1194]
adjacent-page-line: gebed	[49, 1756, 78, 1767]
adjacent-page-line: en	[66, 1378, 78, 1389]
adjacent-page-line: at om	[52, 1547, 78, 1559]
adjacent-page-line: in te	[56, 1743, 78, 1754]
col3-quote: En nu gaan als wij hier niet spreken. Want onder, die ... noodig zullen laten. De Heraut ... het bestuur der Zending ... in de uitgegeven stukken... of bij ... het werk ... — „Als gij door de kerkelijk ... slaagt, ... Doet ... als ... zijn het ... ons op den wagen ... met het ... vruchten van ... ijveraar, die ... en het ...: „Zonder mortuis ... en het ... Zending ... met ... dan ... gaat.	[534, 2136, 727, 2248]
adjacent-page-line	[0, 1351, 93, 1364]
